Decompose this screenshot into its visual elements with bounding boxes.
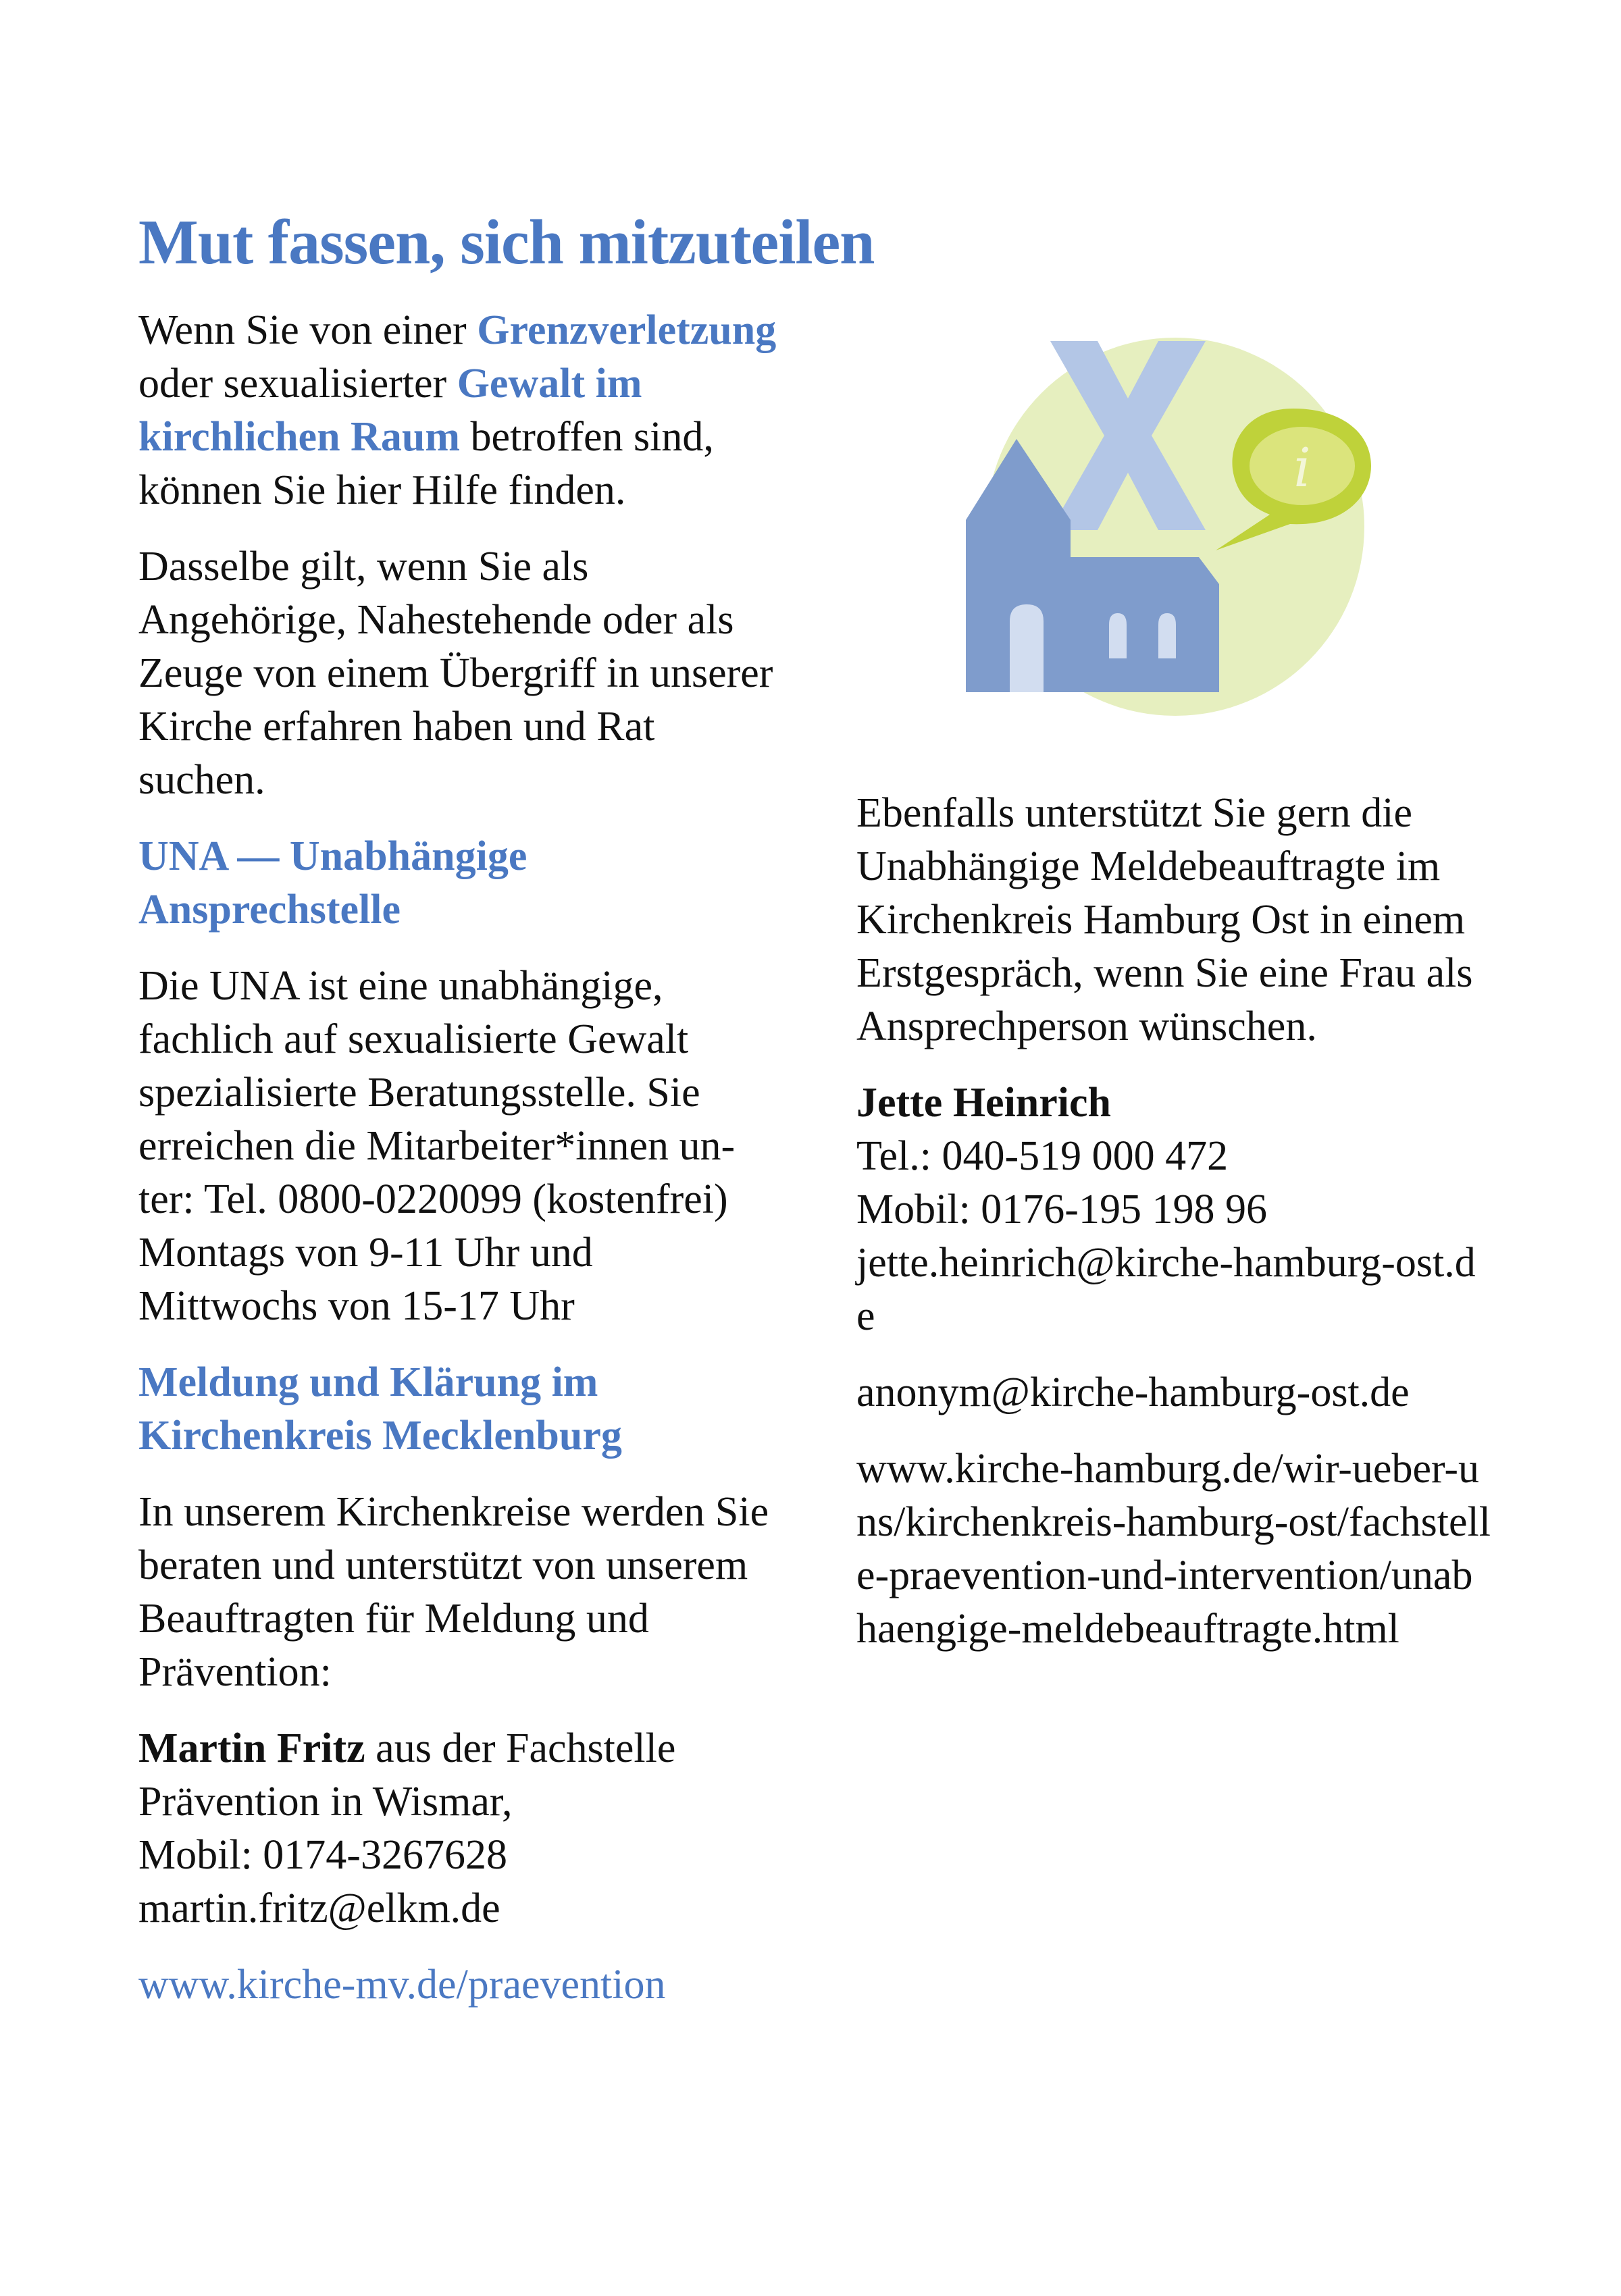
contact-mobile: Mobil: 0176-195 198 96: [856, 1186, 1267, 1232]
contact-role: aus der Fachstelle Prävention in Wismar,: [138, 1725, 676, 1825]
intro-paragraph: [138, 304, 777, 517]
contact-tel: Tel.: 040-519 000 472: [856, 1133, 1229, 1179]
intro-tail: betroffen sind, können Sie hier Hilfe finden.: [138, 414, 714, 513]
relatives-paragraph: Dasselbe gilt, wenn Sie als Angehörige, Nahestehende oder als Zeuge von einem Übergriff in unserer Kirche erfahren haben und Rat suchen.: [138, 544, 773, 803]
contact-name: Jette Heinrich: [856, 1080, 1112, 1126]
hamburg-website-link[interactable]: www.kirche-hamburg.de/wir-ueber-uns/kirchenkreis-hamburg-ost/fachstelle-praevention-und-intervention/unabhaengige-meldebeauftragte.html: [856, 1446, 1491, 1652]
right-column: [856, 787, 1491, 1679]
contact-email-link[interactable]: jette.heinrich@kirche-hamburg-ost.de: [856, 1240, 1476, 1339]
contact-name: Martin Fritz: [138, 1725, 365, 1771]
church-illustration: [932, 317, 1405, 736]
contact-martin-fritz: [138, 1722, 777, 1935]
left-column: [138, 304, 777, 2035]
una-text: Die UNA ist eine unabhängige, fachlich auf sexualisierte Gewalt spezialisierte Beratungsstelle. Sie erreichen die Mitarbeiter*innen un-ter: Tel. 0800-0220099 (kostenfrei): [138, 963, 736, 1222]
term-grenzverletzung: Grenzverletzung: [477, 307, 777, 353]
una-hours-monday: Montags von 9-11 Uhr und: [138, 1230, 593, 1276]
contact-mobile: Mobil: 0174-3267628: [138, 1832, 507, 1878]
mv-website-link[interactable]: www.kirche-mv.de/praevention: [138, 1962, 666, 2008]
intro-mid: oder sexualisierter: [138, 361, 457, 407]
una-heading: UNA — Unabhängige Ansprechstelle: [138, 833, 528, 933]
meldung-paragraph: In unserem Kirchenkreise werden Sie beraten und unterstützt von unserem Beauftragten für Meldung und Prävention:: [138, 1489, 769, 1695]
una-hours-wednesday: Mittwochs von 15-17 Uhr: [138, 1283, 575, 1329]
contact-jette-heinrich: [856, 1076, 1491, 1343]
info-glyph: i: [1293, 436, 1311, 499]
anonymous-email-link[interactable]: anonym@kirche-hamburg-ost.de: [856, 1369, 1410, 1415]
contact-email-link[interactable]: martin.fritz@elkm.de: [138, 1885, 500, 1931]
intro-lead: Wenn Sie von einer: [138, 307, 478, 353]
hamburg-paragraph: Ebenfalls unterstützt Sie gern die Unabhängige Meldebeauftragte im Kirchenkreis Hamburg Ost in einem Erstgespräch, wenn Sie eine Frau als Ansprechperson wünschen.: [856, 790, 1473, 1049]
una-paragraph: [138, 960, 777, 1333]
page-title: Mut fassen, sich mitzuteilen: [138, 207, 875, 278]
term-gewalt: Gewalt im kirchlichen Raum: [138, 361, 642, 460]
meldung-heading: Meldung und Klärung im Kirchenkreis Mecklenburg: [138, 1359, 622, 1459]
